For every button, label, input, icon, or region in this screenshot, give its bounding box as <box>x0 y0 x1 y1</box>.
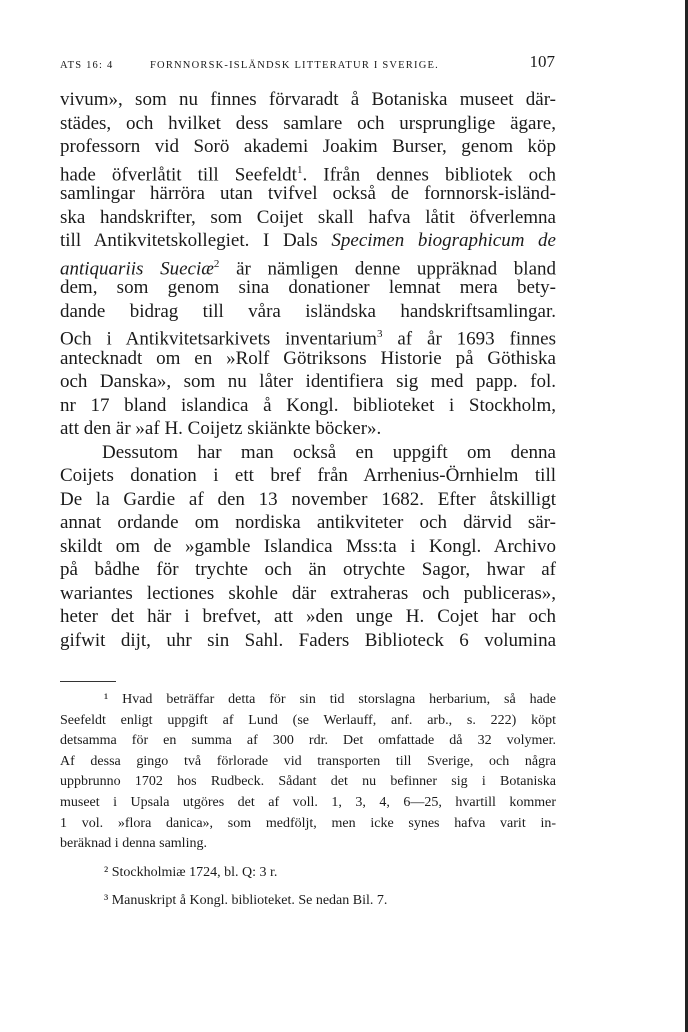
italic-title: antiquariis Sueciæ <box>60 257 214 279</box>
footnote-1-line: Seefeldt enligt uppgift af Lund (se Werlauff, anf. arb., s. 222) köpt <box>60 712 556 728</box>
main-text <box>60 88 556 652</box>
text-line: Coijets donation i ett bref från Arrhenius-Örnhielm till <box>60 465 556 486</box>
footnote-3: ³ Manuskript å Kongl. biblioteket. Se nedan Bil. 7. <box>104 893 388 909</box>
text-line: ska handskrifter, som Coijet skall hafva låtit öfverlemna <box>60 206 556 228</box>
footnote-ref-2: 2 <box>213 257 220 270</box>
text-line: De la Gardie af den 13 november 1682. Efter åtskilligt <box>60 488 556 510</box>
text-fragment: . Ifrån dennes bibliotek och <box>302 163 556 185</box>
footnote-1-line: detsamma för en summa af 300 rdr. Det omfattade då 32 volymer. <box>60 733 556 749</box>
text-line: dem, som genom sina donationer lemnat mera bety- <box>60 277 556 298</box>
text-line: städes, och hvilket dess samlare och ursprunglige ägare, <box>60 112 556 134</box>
footnote-ref-1: 1 <box>296 163 303 176</box>
text-line: samlingar härröra utan tvifvel också de fornnorsk-isländ- <box>60 183 556 204</box>
header-title: FORNNORSK-ISLÄNDSK LITTERATUR I SVERIGE. <box>150 60 439 71</box>
text-line: dande bidrag till våra isländska handskriftsamlingar. <box>60 300 556 322</box>
text-fragment: af år 1693 finnes <box>382 328 556 350</box>
text-line: antecknadt om en »Rolf Götriksons Historie på Göthiska <box>60 347 556 369</box>
footnotes <box>60 690 556 912</box>
text-fragment: hade öfverlåtit till Seefeldt <box>60 163 297 185</box>
text-fragment: till Antikvitetskollegiet. I Dals <box>60 230 332 251</box>
text-line: att den är »af H. Coijetz skiänkte böcker». <box>60 418 382 439</box>
footnote-1-line: uppbrunno 1702 hos Rudbeck. Sådant det nu befinner sig i Botaniska <box>60 774 556 790</box>
text-line: wariantes lectiones skohle där extraheras och publiceras», <box>60 582 556 604</box>
text-fragment: är nämligen denne uppräknad bland <box>219 257 556 279</box>
footnote-1-line: beräknad i denna samling. <box>60 836 207 852</box>
text-line <box>60 229 556 253</box>
text-line: gifwit dijt, uhr sin Sahl. Faders Biblioteck 6 volumina <box>60 629 556 651</box>
text-line: annat ordande om nordiska antikviteter och därvid sär- <box>60 512 556 533</box>
footnote-1-line: ¹ Hvad beträffar detta för sin tid storslagna herbarium, så hade <box>104 692 556 707</box>
footnote-1-line: 1 vol. »flora danica», som medföljt, men icke synes hafva varit in- <box>60 815 556 831</box>
text-line <box>60 159 556 183</box>
footnote-divider <box>60 681 116 682</box>
footnote-ref-3: 3 <box>376 328 383 340</box>
text-line: skildt om de »gamble Islandica Mss:ta i Kongl. Archivo <box>60 535 556 557</box>
text-line: heter det här i brefvet, att »den unge H. Cojet har och <box>60 606 556 627</box>
page-number: 107 <box>529 52 555 71</box>
text-line: vivum», som nu finnes förvaradt å Botaniska museet där- <box>60 89 556 110</box>
footnote-2: ² Stockholmiæ 1724, bl. Q: 3 r. <box>104 864 278 880</box>
header-series-mark: ATS 16: 4 <box>60 60 114 71</box>
text-line <box>60 253 556 277</box>
text-line: och Danska», som nu låter identifiera sig med papp. fol. <box>60 371 556 392</box>
footnote-1-line: Af dessa gingo två förlorade vid transporten till Sverige, och några <box>60 753 556 769</box>
text-line <box>60 323 556 350</box>
text-line: på bådhe för trychte och än otrychte Sagor, hwar af <box>60 559 556 580</box>
italic-title: Specimen biographicum de <box>331 230 556 251</box>
text-line: professorn vid Sorö akademi Joakim Burser, genom köp <box>60 136 556 157</box>
footnote-1-line: museet i Upsala utgöres det af voll. 1, 3, 4, 6—25, hvartill kommer <box>60 794 556 810</box>
text-line: nr 17 bland islandica å Kongl. biblioteket i Stockholm, <box>60 394 556 416</box>
text-fragment: Och i Antikvitetsarkivets inventarium <box>60 328 377 350</box>
running-header <box>60 52 555 76</box>
text-line: Dessutom har man också en uppgift om denna <box>102 441 556 463</box>
